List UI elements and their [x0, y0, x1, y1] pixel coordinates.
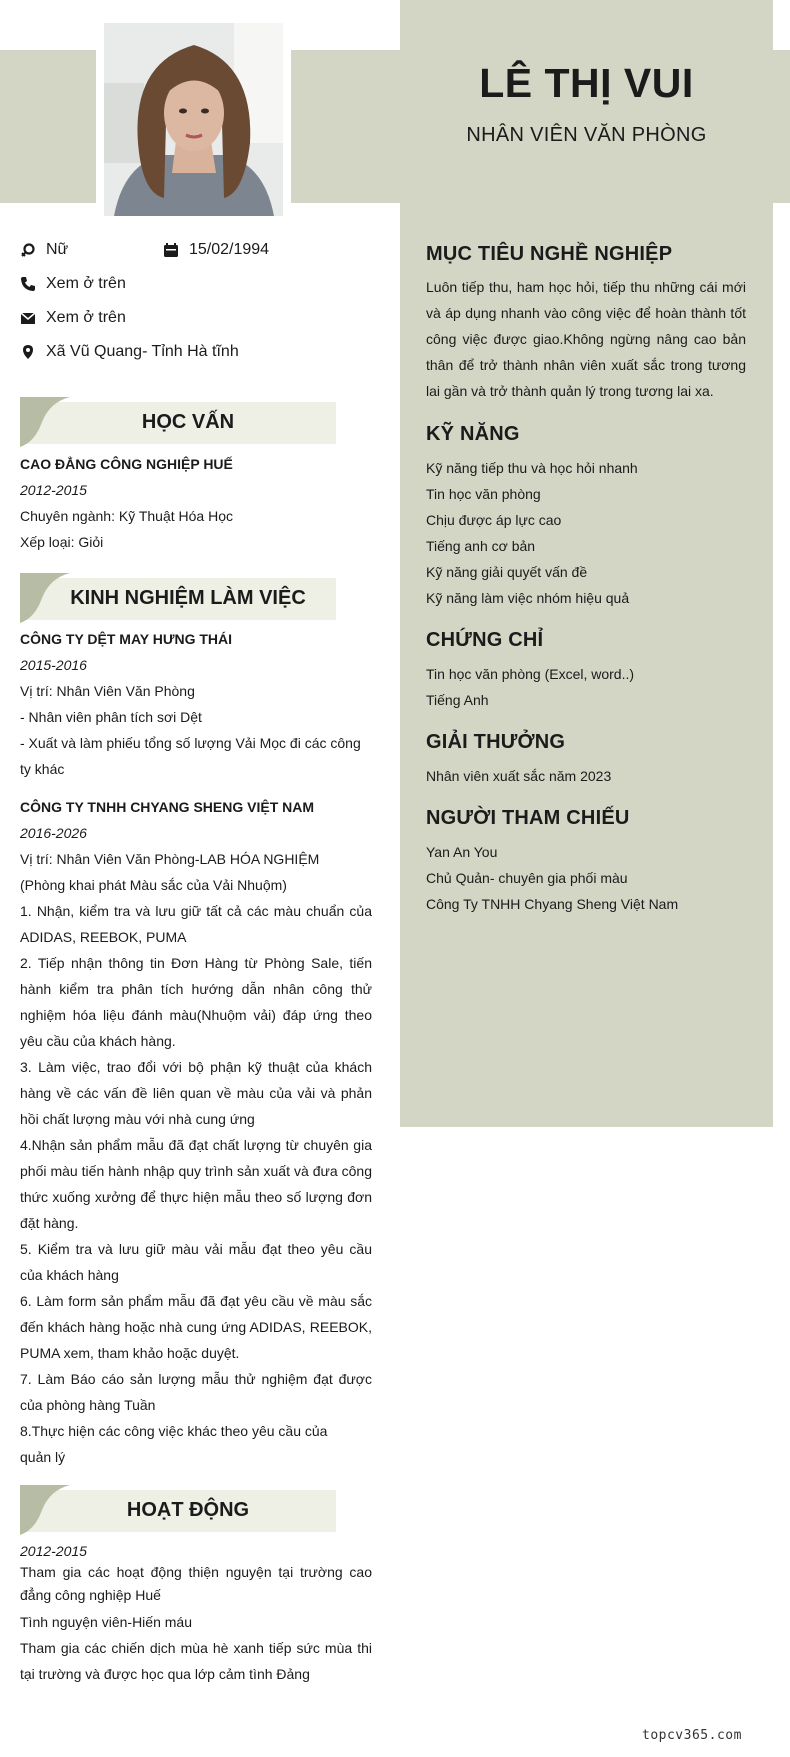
job-1-period: 2015-2016 [20, 657, 87, 673]
job-1-line: - Xuất và làm phiếu tổng số lượng Vải Mọc đi các công ty khác [20, 735, 361, 777]
contact-phone [20, 275, 126, 293]
education-grade: Xếp loại: Giỏi [20, 534, 104, 550]
calendar-icon [163, 242, 179, 258]
job-1-line: - Nhân viên phân tích sơi Dệt [20, 709, 202, 725]
address-value: Xã Vũ Quang- Tỉnh Hà tĩnh [46, 343, 239, 360]
activities-period: 2012-2015 [20, 1543, 87, 1559]
job-2-line: 7. Làm Báo cáo sản lượng mẫu thử nghiệm đạt được của phòng hàng Tuần [20, 1371, 372, 1413]
job-2-line: 8.Thực hiện các công việc khác theo yêu cầu của [20, 1423, 328, 1439]
objective-title: MỤC TIÊU NGHỀ NGHIỆP [426, 243, 673, 265]
contact-gender [20, 241, 68, 259]
job-1-company: CÔNG TY DỆT MAY HƯNG THÁI [20, 631, 233, 647]
reference-item: Yan An You [426, 844, 498, 860]
contact-email [20, 309, 126, 327]
header-band-right [773, 50, 790, 203]
footer-watermark[interactable]: topcv365.com [642, 1728, 742, 1743]
activities-title: HOẠT ĐỘNG [126, 1499, 250, 1521]
gender-value: Nữ [46, 241, 69, 258]
activities-section-header [20, 1485, 336, 1528]
phone-value[interactable]: Xem ở trên [46, 275, 126, 292]
candidate-name: LÊ THỊ VUI [479, 60, 694, 106]
objective-text: Luôn tiếp thu, ham học hỏi, tiếp thu những cái mới và áp dụng nhanh vào công việc để hoàn thành tốt công việc được giao.Không ngừng nâng cao bản thân để trở thành nhân viên xuất sắc trong tương lai gần và trở thành quản lý trong tương lai xa. [426, 279, 746, 399]
job-2-line: 3. Làm việc, trao đổi với bộ phận kỹ thuật của khách hàng về các vấn đề liên quan về màu của vải và phản hồi chất lượng màu với nhà cung ứng [20, 1059, 372, 1127]
skills-title: KỸ NĂNG [426, 423, 520, 445]
references-title: NGƯỜI THAM CHIẾU [426, 807, 630, 829]
job-2-company: CÔNG TY TNHH CHYANG SHENG VIỆT NAM [20, 799, 315, 815]
job-2-line: 1. Nhận, kiểm tra và lưu giữ tất cả các màu chuẩn của ADIDAS, REEBOK, PUMA [20, 903, 372, 945]
reference-item: Công Ty TNHH Chyang Sheng Việt Nam [426, 896, 679, 912]
profile-photo [104, 23, 283, 216]
job-2-line: Vị trí: Nhân Viên Văn Phòng-LAB HÓA NGHIỆM [20, 851, 320, 867]
skill-item: Tin học văn phòng [426, 486, 541, 502]
gender-icon [20, 242, 36, 258]
email-value[interactable]: Xem ở trên [46, 309, 126, 326]
activity-item: Tham gia các hoạt động thiện nguyện tại trường cao đẳng công nghiệp Huế [20, 1564, 372, 1603]
education-section-header [20, 397, 336, 440]
certificate-item: Tiếng Anh [426, 692, 489, 708]
contact-address [20, 343, 239, 361]
reference-item: Chủ Quản- chuyên gia phối màu [426, 870, 628, 886]
skill-item: Kỹ năng giải quyết vấn đề [426, 564, 588, 580]
skill-item: Kỹ năng làm việc nhóm hiệu quả [426, 590, 630, 606]
activity-item: Tình nguyện viên-Hiến máu [20, 1614, 192, 1630]
skill-item: Tiếng anh cơ bản [426, 538, 536, 554]
certificate-item: Tin học văn phòng (Excel, word..) [426, 666, 635, 682]
education-period: 2012-2015 [20, 482, 87, 498]
job-2-period: 2016-2026 [20, 825, 87, 841]
certificates-title: CHỨNG CHỈ [426, 629, 544, 651]
job-1-line: Vị trí: Nhân Viên Văn Phòng [20, 683, 195, 699]
mail-icon [20, 310, 36, 326]
job-2-line: (Phòng khai phát Màu sắc của Vải Nhuộm) [20, 877, 287, 893]
education-title: HỌC VẤN [141, 411, 235, 433]
job-2-line: 2. Tiếp nhận thông tin Đơn Hàng từ Phòng Sale, tiến hành kiểm tra phân tích hướng dẫn nhân công thử nghiệm hóa liệu đánh màu(Nhuộm vải) đáp ứng theo yêu cầu của khách hàng. [20, 955, 372, 1049]
job-2-line: 6. Làm form sản phẩm mẫu đã đạt yêu cầu về màu sắc đến khách hàng hoặc nhà cung ứng ADIDAS, REEBOK, PUMA xem, tham khảo hoặc duyệt. [20, 1293, 372, 1361]
skill-item: Chịu được áp lực cao [426, 512, 562, 528]
experience-title: KINH NGHIỆM LÀM VIỆC [70, 587, 306, 609]
contact-birthday [163, 241, 269, 259]
experience-section-header [20, 573, 336, 616]
awards-title: GIẢI THƯỞNG [426, 731, 566, 753]
birthday-value: 15/02/1994 [189, 241, 270, 258]
job-2-line: quản lý [20, 1449, 66, 1465]
header-band-middle [291, 50, 400, 203]
header-band-left [0, 50, 96, 203]
location-icon [20, 344, 36, 360]
education-major: Chuyên ngành: Kỹ Thuật Hóa Học [20, 508, 233, 524]
phone-icon [20, 276, 36, 292]
job-2-line: 5. Kiểm tra và lưu giữ màu vải mẫu đạt theo yêu cầu của khách hàng [20, 1241, 372, 1283]
education-school: CAO ĐẲNG CÔNG NGHIỆP HUẾ [20, 456, 233, 472]
award-item: Nhân viên xuất sắc năm 2023 [426, 768, 612, 784]
job-2-line: 4.Nhận sản phẩm mẫu đã đạt chất lượng từ chuyên gia phối màu tiến hành nhập quy trình sản xuất và đưa công thức xuống xưởng để thực hiện mẫu theo số lượng đơn đặt hàng. [20, 1137, 372, 1231]
job-title: NHÂN VIÊN VĂN PHÒNG [466, 124, 707, 146]
activity-item: Tham gia các chiến dịch mùa hè xanh tiếp sức mùa thi tại trường và được học qua lớp cảm tình Đảng [20, 1640, 372, 1682]
skill-item: Kỹ năng tiếp thu và học hỏi nhanh [426, 460, 638, 476]
